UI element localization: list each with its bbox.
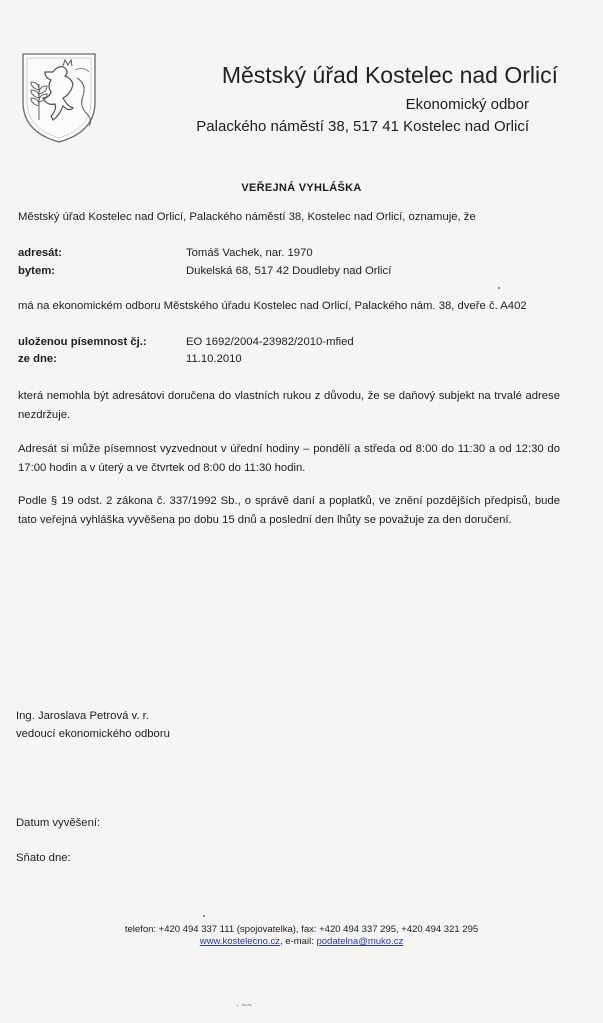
bottom-scribble-mark: · ~~ — [236, 1000, 253, 1010]
website-link[interactable]: www.kostelecno.cz — [199, 936, 281, 947]
signatory-name: Ing. Jaroslava Petrová v. r. — [16, 710, 149, 722]
footer-web-line — [0, 936, 603, 948]
intro-paragraph: Městský úřad Kostelec nad Orlicí, Palackého náměstí 38, Kostelec nad Orlicí, oznamuje, že — [18, 211, 476, 223]
recipient-label: adresát: — [18, 247, 62, 259]
legal-basis-paragraph: Podle § 19 odst. 2 zákona č. 337/1992 Sb., o správě daní a poplatků, ve znění pozdějších předpisů, bude tato veřejná vyhláška vyvěšena po dobu 15 dnů a poslední den lhůty se považuje za den doručení. — [18, 495, 560, 526]
residence-value: Dukelská 68, 517 42 Doudleby nad Orlicí — [186, 265, 392, 277]
removed-date-label: Sňato dne: — [16, 852, 71, 864]
pickup-hours-paragraph: Adresát si může písemnost vyzvednout v úřední hodiny – pondělí a středa od 8:00 do 11:30 a od 12:30 do 17:00 hodin a v úterý a ve čtvrtek od 8:00 do 11:30 hodin. — [18, 443, 560, 474]
office-address: Palackého náměstí 38, 517 41 Kostelec nad Orlicí — [196, 118, 529, 135]
footer-contact: telefon: +420 494 337 111 (spojovatelka), fax: +420 494 337 295, +420 494 321 295 — [124, 924, 479, 935]
document-number-value: EO 1692/2004-23982/2010-mfied — [186, 336, 354, 348]
email-link[interactable]: podatelna@muko.cz — [316, 936, 404, 947]
speck-mark — [498, 287, 500, 289]
notice-heading: VEŘEJNÁ VYHLÁŠKA — [241, 182, 362, 194]
document-date-value: 11.10.2010 — [186, 353, 242, 365]
office-title: Městský úřad Kostelec nad Orlicí — [221, 62, 558, 88]
document-date-label: ze dne: — [18, 353, 57, 365]
reason-paragraph: která nemohla být adresátovi doručena do vlastních rukou z důvodu, že se daňový subjekt na trvalé adrese nezdržuje. — [18, 390, 560, 421]
posted-date-label: Datum vyvěšení: — [16, 817, 101, 829]
residence-label: bytem: — [18, 265, 56, 277]
location-paragraph: má na ekonomickém odboru Městského úřadu Kostelec nad Orlicí, Palackého nám. 38, dveře č. A402 — [18, 300, 527, 312]
department-name: Ekonomický odbor — [405, 96, 529, 113]
email-prefix: , e-mail: — [280, 936, 317, 947]
town-coat-of-arms-icon — [19, 50, 99, 146]
recipient-value: Tomáš Vachek, nar. 1970 — [186, 247, 313, 259]
speck-mark — [203, 915, 205, 917]
signatory-position: vedoucí ekonomického odboru — [16, 728, 170, 740]
document-number-label: uloženou písemnost čj.: — [18, 336, 147, 348]
